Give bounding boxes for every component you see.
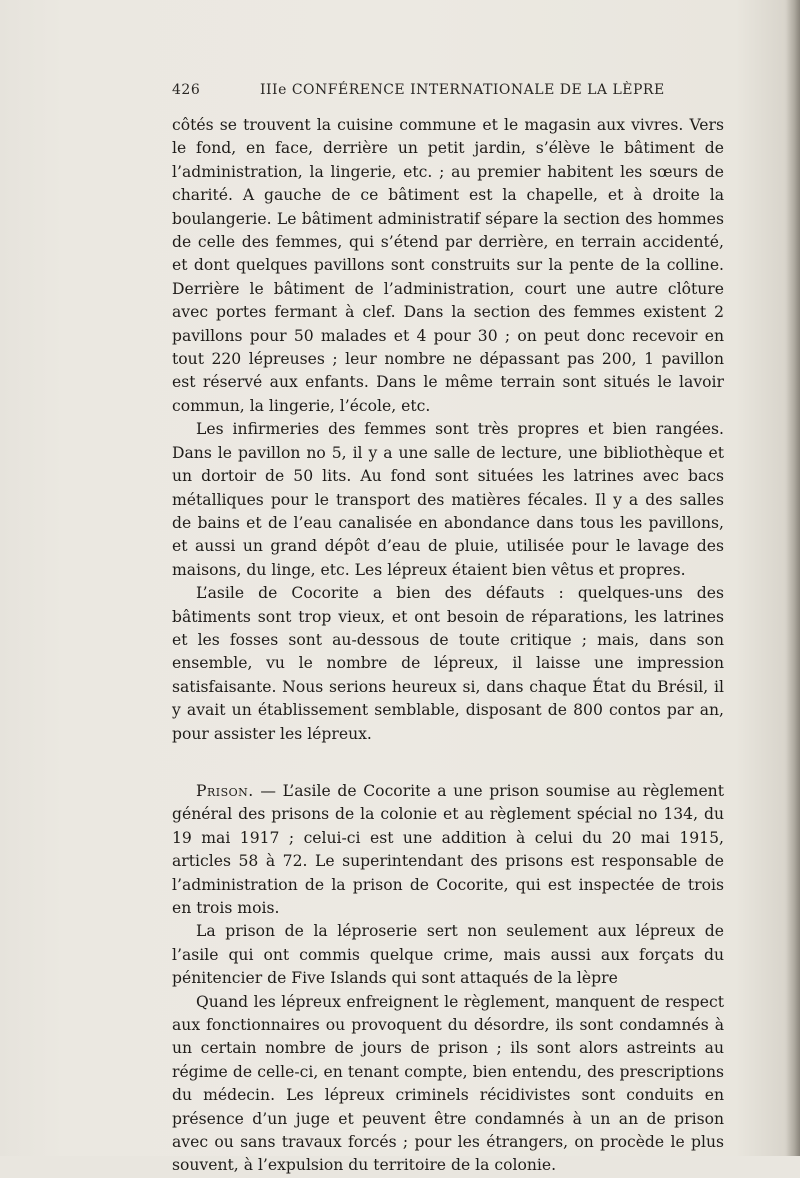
paragraph-prison-text: — L’asile de Cocorite a une prison soumise au règlement général des prisons de la colonie et au règlement spécial no 134, du 19 mai 1917 ; celui-ci est une addition à celui du 20 mai 1915, articles 58 à 72. Le superintendant des prisons est responsable de l’administration de la prison de Cocorite, qui est inspectée de trois en trois mois. xyxy=(172,781,724,917)
page-edge-shadow xyxy=(786,0,800,1156)
paragraph-asile-defauts: L’asile de Cocorite a bien des défauts : quelques-uns des bâtiments sont trop vieux, et ont besoin de réparations, les latrines et les fosses sont au-dessous de toute critique ; mais, dans son ensemble, vu le nombre de lépreux, il laisse une impression satisfaisante. Nous serions heureux si, dans chaque État du Brésil, il y avait un établissement semblable, disposant de 800 contos par an, pour assister les lépreux. xyxy=(172,584,724,743)
paragraph-prison-leproserie: La prison de la léproserie sert non seulement aux lépreux de l’asile qui ont commis quelque crime, mais aussi aux forçats du pénitencier de Five Islands qui sont attaqués de la lèpre xyxy=(172,922,724,988)
body-text xyxy=(172,114,724,1178)
running-title: IIIe CONFÉRENCE INTERNATIONALE DE LA LÈPRE xyxy=(260,82,665,98)
paragraph-infirmeries: Les infirmeries des femmes sont très propres et bien rangées. Dans le pavillon no 5, il y a une salle de lecture, une bibliothèque et un dortoir de 50 lits. Au fond sont situées les latrines avec bacs métalliques pour le transport des matières fécales. Il y a des salles de bains et de l’eau canalisée en abondance dans tous les pavillons, et aussi un grand dépôt d’eau de pluie, utilisée pour le lavage des maisons, du linge, etc. Les lépreux étaient bien vêtus et propres. xyxy=(172,420,724,579)
section-heading-prison: Prison. xyxy=(196,781,254,800)
section-gap xyxy=(172,746,724,780)
paragraph-prison xyxy=(172,780,724,920)
paragraph-reglement: Quand les lépreux enfreignent le règlement, manquent de respect aux fonctionnaires ou provoquent du désordre, ils sont condamnés à un certain nombre de jours de prison ; ils sont alors astreints au régime de celle-ci, en tenant compte, bien entendu, des prescriptions du médecin. Les lépreux criminels récidivistes sont conduits en présence d’un juge et peuvent être condamnés à un an de prison avec ou sans travaux forcés ; pour les étrangers, on procède le plus souvent, à l’expulsion du territoire de la colonie. xyxy=(172,992,724,1175)
page-number: 426 xyxy=(172,82,201,98)
paragraph-continued: côtés se trouvent la cuisine commune et le magasin aux vivres. Vers le fond, en face, derrière un petit jardin, s’élève le bâtiment de l’administration, la lingerie, etc. ; au premier habitent les sœurs de charité. A gauche de ce bâtiment est la chapelle, et à droite la boulangerie. Le bâtiment administratif sépare la section des hommes de celle des femmes, qui s’étend par derrière, en terrain accidenté, et dont quelques pavillons sont construits sur la pente de la colline. Derrière le bâtiment de l’administration, court une autre clôture avec portes fermant à clef. Dans la section des femmes existent 2 pavillons pour 50 malades et 4 pour 30 ; on peut donc recevoir en tout 220 lépreuses ; leur nombre ne dépassant pas 200, 1 pavillon est réservé aux enfants. Dans le même terrain sont situés le lavoir commun, la lingerie, l’école, etc. xyxy=(172,116,724,415)
running-header xyxy=(172,82,665,106)
